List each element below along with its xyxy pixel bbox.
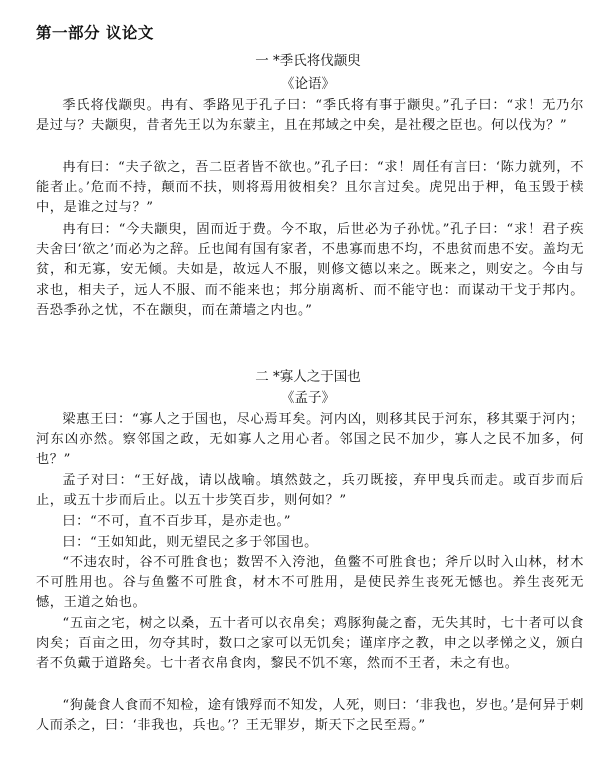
section-2-heading: 二 *寡人之于国也 [255, 369, 361, 385]
section-1-paragraph: 冉有曰：“今夫颛臾，固而近于费。今不取，后世必为子孙忧。”孔子曰：“求！君子疾夫舍曰‘欲之’而必为之辞。丘也闻有国有家者，不患寡而患不均，不患贫而患不安。盖均无贫，和无寡，安无倾。夫如是，故远人不服，则修文德以来之。既来之，则安之。今由与求也，相夫子，远人不服、而不能来也；邦分崩离析、而不能守也：而谋动干戈于邦内。吾恐季孙之忧，不在颛臾，而在萧墙之内也。” [36, 222, 584, 318]
section-1-paragraph: 季氏将伐颛臾。冉有、季路见于孔子曰：“季氏将有事于颛臾。”孔子曰：“求！无乃尔是过与？夫颛臾，昔者先王以为东蒙主，且在邦域之中矣，是社稷之臣也。何以伐为？” [36, 98, 584, 134]
section-2-paragraph: “狗彘食人食而不知检，途有饿殍而不知发，人死，则曰：‘非我也，岁也。’是何异于刺人而杀之，曰：‘非我也，兵也。’？王无罪岁，斯天下之民至焉。” [36, 698, 584, 734]
section-1-heading: 一 *季氏将伐颛臾 [255, 53, 361, 69]
section-1-source: 《论语》 [281, 76, 335, 92]
section-2-paragraph: “五亩之宅，树之以桑，五十者可以衣帛矣；鸡豚狗彘之畜，无失其时，七十者可以食肉矣；百亩之田，勿夺其时，数口之家可以无饥矣；谨庠序之教，申之以孝悌之义，颁白者不负戴于道路矣。七十者衣帛食肉，黎民不饥不寒，然而不王者，未之有也。 [36, 616, 584, 672]
section-2-paragraph: 曰：“不可，直不百步耳，是亦走也。” [62, 514, 292, 529]
section-2-paragraph: 梁惠王曰：“寡人之于国也，尽心焉耳矣。河内凶，则移其民于河东，移其粟于河内；河东凶亦然。察邻国之政，无如寡人之用心者。邻国之民不加少，寡人之民不加多，何也？” [36, 412, 584, 468]
section-2-source: 《孟子》 [281, 390, 335, 406]
section-1-paragraph: 冉有曰：“夫子欲之，吾二臣者皆不欲也。”孔子曰：“求！周任有言曰：‘陈力就列，不能者止。’危而不持，颠而不扶，则将焉用彼相矣？且尔言过矣。虎兕出于柙，龟玉毁于椟中，是谁之过与？” [36, 160, 584, 216]
section-2-paragraph: “不违农时，谷不可胜食也；数罟不入洿池，鱼鳖不可胜食也；斧斤以时入山林，材木不可胜用也。谷与鱼鳖不可胜食，材木不可胜用，是使民养生丧死无憾也。养生丧死无憾，王道之始也。 [36, 555, 584, 611]
part-title: 第一部分 议论文 [36, 24, 154, 42]
section-2-paragraph: 孟子对曰：“王好战，请以战喻。填然鼓之，兵刃既接，弃甲曳兵而走。或百步而后止，或五十步而后止。以五十步笑百步，则何如？” [36, 473, 584, 509]
section-2-paragraph: 曰：“王如知此，则无望民之多于邻国也。 [62, 535, 318, 550]
